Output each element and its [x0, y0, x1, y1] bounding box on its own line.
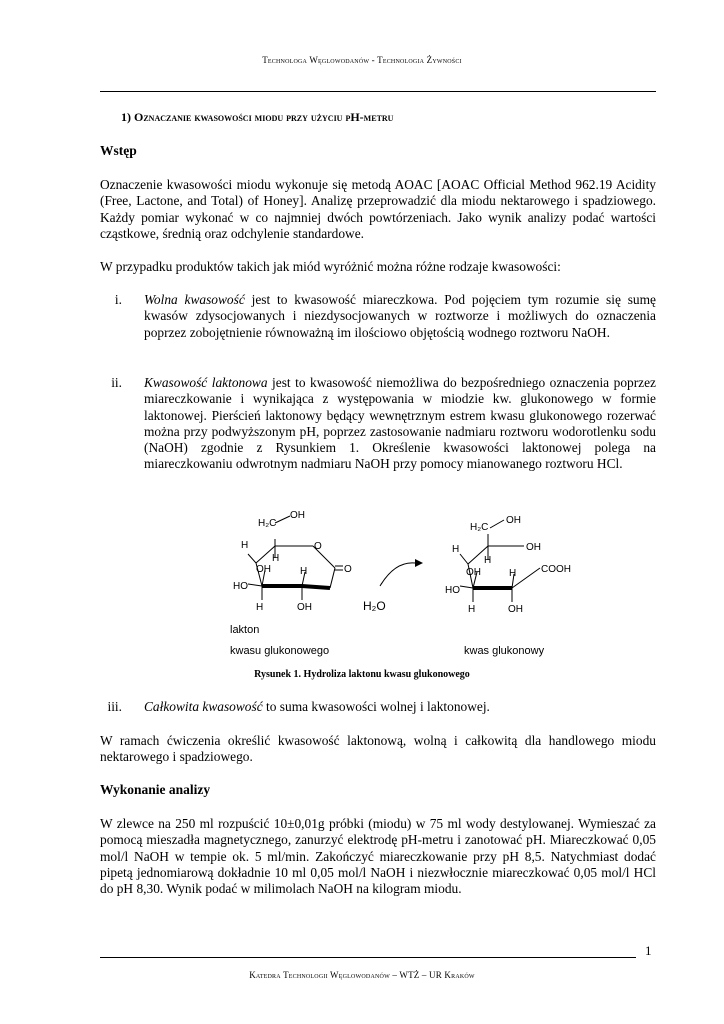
label-kwasu-glukonowego: kwasu glukonowego — [230, 645, 330, 657]
atom-h-left-1: H — [241, 540, 249, 551]
atom-oh-top-left: OH — [290, 510, 305, 521]
atom-oh-left-1: OH — [256, 564, 271, 575]
atom-o-carbonyl: O — [344, 564, 352, 575]
intro-heading: Wstęp — [100, 143, 137, 158]
atom-h-left-4: H — [256, 602, 264, 613]
atom-o-ring: O — [314, 541, 322, 552]
list-term-2: Kwasowość laktonowa — [144, 375, 268, 390]
reagent-water: H₂O — [363, 599, 386, 613]
reaction-arrow — [380, 563, 415, 586]
lactone-hydrolysis-figure — [220, 506, 590, 666]
section-title: 1) Oznaczanie kwasowości miodu przy użyciu pH-metru — [121, 110, 394, 124]
atom-h-left-2: H — [272, 553, 280, 564]
atom-h2c-left: H₂C — [258, 518, 277, 529]
atom-oh-top-right: OH — [506, 515, 521, 526]
arrow-head — [415, 559, 423, 567]
figure-caption: Rysunek 1. Hydroliza laktonu kwasu glukonowego — [254, 669, 470, 680]
analysis-heading: Wykonanie analizy — [100, 782, 211, 797]
atom-oh-right-2: OH — [466, 567, 481, 578]
list-number-3: iii. — [107, 699, 122, 714]
list-item-1 — [144, 292, 656, 341]
analysis-paragraph: W zlewce na 250 ml rozpuścić 10±0,01g próbki (miodu) w 75 ml wody destylowanej. Wymieszać za pomocą mieszadła magnetycznego, zanurzyć elektrodę pH-metru i zanotować pH. Miareczkować 0,05 mol/l NaOH w tempie ok. 5 ml/min. Zakończyć miareczkowanie przy pH 8,5. Natychmiast dodać pipetą jednomiarową dokładnie 10 ml 0,05 mol/l NaOH i niezwłocznie miareczkować 0,05 mol/l HCl do pH 8,30. Wynik podać w milimolach NaOH na kilogram miodu. — [100, 816, 656, 897]
atom-h-right-1: H — [452, 544, 460, 555]
atom-h2c-right: H₂C — [470, 522, 489, 533]
list-number-2: ii. — [111, 375, 122, 390]
list-text-3: to suma kwasowości wolnej i laktonowej. — [262, 699, 490, 714]
atom-h-right-2: H — [484, 555, 492, 566]
page-header: Technologa Węglowodanów - Technologia Żywności — [262, 55, 462, 65]
atom-ho-left: HO — [233, 581, 248, 592]
intro-paragraph-2: W przypadku produktów takich jak miód wyróżnić można różne rodzaje kwasowości: — [100, 259, 561, 274]
atom-h-right-3: H — [509, 568, 517, 579]
list-number-1: i. — [114, 292, 122, 307]
atom-oh-left-2: OH — [297, 602, 312, 613]
atom-cooh: COOH — [541, 564, 571, 575]
atom-h-left-3: H — [300, 566, 308, 577]
atom-h-right-4: H — [468, 604, 476, 615]
page-footer: Katedra Technologii Węglowodanów – WTŻ – UR Kraków — [249, 970, 475, 980]
atom-oh-right-3: OH — [508, 604, 523, 615]
list-text-1: jest to kwasowość miareczkowa. Pod pojęciem tym rozumie się sumę kwasów zdysocjowanych i niezdysocjowanych w roztworze i możliwych do oznaczenia poprzez zobojętnienie równoważną im ilościowo objętością wodnego roztworu NaOH. — [144, 292, 656, 340]
label-kwas-glukonowy: kwas glukonowy — [464, 645, 545, 657]
list-term-3: Całkowita kwasowość — [144, 699, 263, 714]
footer-rule — [100, 957, 636, 958]
header-rule — [100, 91, 656, 92]
paragraph-exercise: W ramach ćwiczenia określić kwasowość laktonową, wolną i całkowitą dla handlowego miodu nektarowego i spadziowego. — [100, 733, 656, 765]
list-item-3 — [144, 699, 656, 715]
atom-ho-right: HO — [445, 585, 460, 596]
list-item-2 — [144, 375, 656, 473]
atom-oh-right-1: OH — [526, 542, 541, 553]
label-lakton: lakton — [230, 624, 260, 636]
intro-paragraph-1: Oznaczenie kwasowości miodu wykonuje się metodą AOAC [AOAC Official Method 962.19 Acidity (Free, Lactone, and Total) of Honey]. Analizę przeprowadzić dla miodu nektarowego i spadziowego. Każdy pomiar wykonać w co najmniej dwóch powtórzeniach. Jako wynik analizy podać wartości cząstkowe, średnią oraz odchylenie standardowe. — [100, 177, 656, 241]
list-text-2: jest to kwasowość niemożliwa do bezpośredniego oznaczenia poprzez miareczkowanie i wynikająca z występowania w miodzie kw. glukonowego w formie laktonowej. Pierścień laktonowy będący wewnętrznym estrem kwasu glukonowego rozerwać można przy podwyższonym pH, poprzez zastosowanie nadmiaru roztworu wodorotlenku sodu (NaOH) zgodnie z Rysunkiem 1. Określenie kwasowości laktonowej polega na miareczkowaniu odwrotnym nadmiaru NaOH przy pomocy mianowanego roztworu HCl. — [144, 375, 657, 472]
page-number: 1 — [645, 943, 652, 958]
list-term-1: Wolna kwasowość — [144, 292, 245, 307]
